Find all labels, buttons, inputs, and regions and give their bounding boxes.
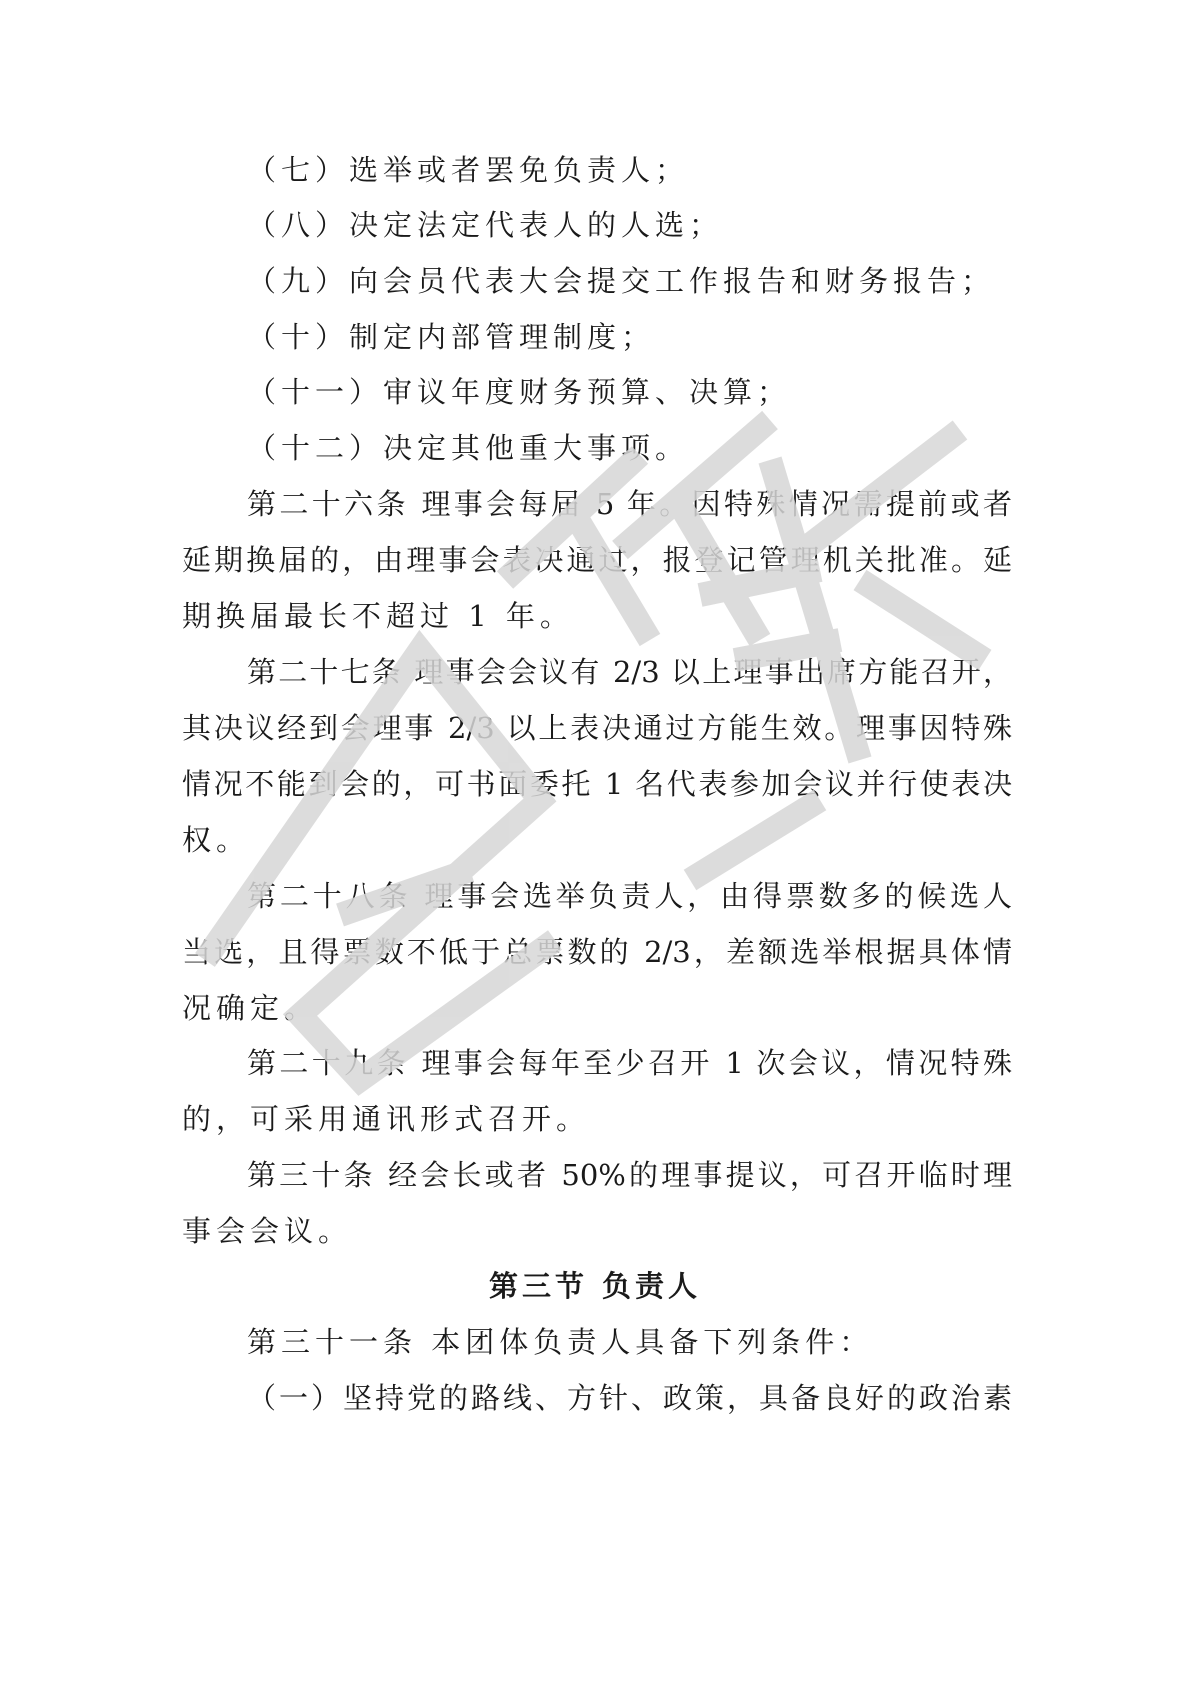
article-26-line-1: 第二十六条 理事会每届 5 年。因特殊情况需提前或者 <box>247 487 1012 521</box>
list-item-11: （十一）审议年度财务预算、决算； <box>247 375 792 409</box>
article-28-line-1: 第二十八条 理事会选举负责人，由得票数多的候选人 <box>247 879 1012 913</box>
article-28-line-2: 当选，且得票数不低于总票数的 2/3，差额选举根据具体情 <box>182 935 1012 969</box>
list-item-10: （十）制定内部管理制度； <box>247 320 656 354</box>
list-item-7: （七）选举或者罢免负责人； <box>247 153 690 187</box>
article-30-line-2: 事会会议。 <box>182 1214 353 1248</box>
list-item-8: （八）决定法定代表人的人选； <box>247 208 724 242</box>
article-27-line-4: 权。 <box>182 823 251 857</box>
list-item-9: （九）向会员代表大会提交工作报告和财务报告； <box>247 264 996 298</box>
article-31-line-1: 第三十一条 本团体负责人具备下列条件： <box>247 1325 874 1359</box>
article-28-line-3: 况确定。 <box>182 991 319 1025</box>
article-29-line-1: 第二十九条 理事会每年至少召开 1 次会议，情况特殊 <box>247 1046 1012 1080</box>
article-26-line-3: 期换届最长不超过 1 年。 <box>182 599 574 633</box>
article-31-item-1: （一）坚持党的路线、方针、政策，具备良好的政治素 <box>247 1381 1012 1415</box>
list-item-12: （十二）决定其他重大事项。 <box>247 431 690 465</box>
article-27-line-2: 其决议经到会理事 2/3 以上表决通过方能生效。理事因特殊 <box>182 711 1012 745</box>
article-29-line-2: 的，可采用通讯形式召开。 <box>182 1102 591 1136</box>
article-27-line-3: 情况不能到会的，可书面委托 1 名代表参加会议并行使表决 <box>182 767 1012 801</box>
section-heading: 第三节 负责人 <box>488 1269 702 1303</box>
article-26-line-2: 延期换届的，由理事会表决通过，报登记管理机关批准。延 <box>182 543 1012 577</box>
article-30-line-1: 第三十条 经会长或者 50%的理事提议，可召开临时理 <box>247 1158 1012 1192</box>
article-27-line-1: 第二十七条 理事会会议有 2/3 以上理事出席方能召开， <box>247 655 1012 689</box>
